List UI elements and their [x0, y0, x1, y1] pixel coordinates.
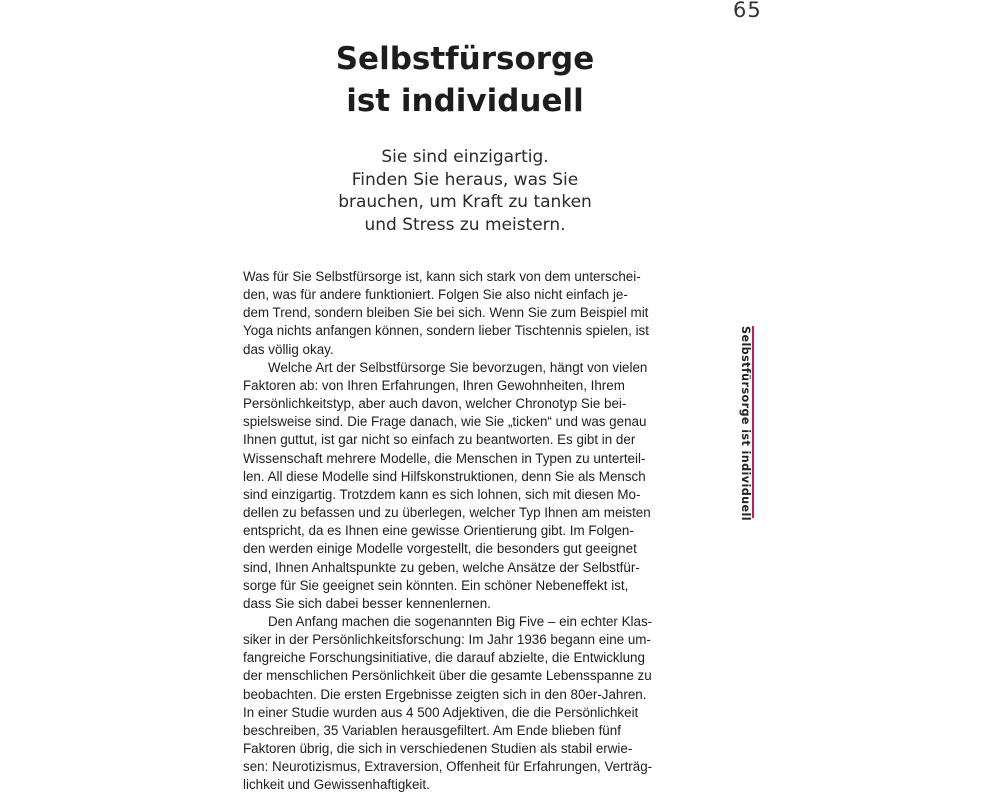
text-line: dem Trend, sondern bleiben Sie bei sich. Wenn Sie zum Beispiel mit [243, 305, 649, 321]
subtitle-line: Sie sind einzigartig. [381, 147, 549, 167]
text-line: beschreiben, 35 Variablen herausgefiltert. Am Ende blieben fünf [243, 722, 621, 738]
subtitle [0, 146, 930, 236]
chapter-title [0, 38, 930, 122]
text-line: fangreiche Forschungsinitiative, die darauf abzielte, die Entwicklung [243, 650, 645, 666]
text-line: das völlig okay. [243, 341, 334, 357]
text-line: Wissenschaft mehrere Modelle, die Menschen in Typen zu unterteil- [243, 450, 646, 466]
text-line: Was für Sie Selbstfürsorge ist, kann sich stark von dem unterschei- [243, 269, 641, 284]
text-line: sen: Neurotizismus, Extraversion, Offenheit für Erfahrungen, Verträg- [243, 759, 653, 775]
paragraph [243, 613, 713, 795]
text-line: der menschlichen Persönlichkeit über die gesamte Lebensspanne zu [243, 668, 652, 684]
text-line: Faktoren übrig, die sich in verschiedenen Studien als stabil erwie- [243, 741, 633, 757]
text-line: len. All diese Modelle sind Hilfskonstruktionen, denn Sie als Mensch [243, 468, 646, 484]
text-line: spielsweise sind. Die Frage danach, wie Sie „ticken“ und was genau [243, 414, 647, 430]
page-number: 65 [733, 0, 762, 22]
text-line: den, was für andere funktioniert. Folgen Sie also nicht einfach je- [243, 287, 628, 303]
text-line: dass Sie sich dabei besser kennenlernen. [243, 595, 491, 611]
title-line: ist individuell [346, 83, 584, 119]
text-line: siker in der Persönlichkeitsforschung: Im Jahr 1936 begann eine um- [243, 632, 651, 648]
text-line: sorge für Sie geeignet sein könnten. Ein schöner Nebeneffekt ist, [243, 577, 629, 593]
text-line: In einer Studie wurden aus 4 500 Adjektiven, die die Persönlichkeit [243, 704, 639, 720]
text-line: Faktoren ab: von Ihren Erfahrungen, Ihren Gewohnheiten, Ihrem [243, 377, 625, 393]
paragraph [243, 268, 713, 359]
text-line: beobachten. Die ersten Ergebnisse zeigten sich in den 80er-Jahren. [243, 686, 647, 702]
paragraph [243, 359, 713, 613]
text-line: sind, Ihnen Anhaltspunkte zu geben, welche Ansätze der Selbstfür- [243, 559, 640, 575]
text-line: sind einzigartig. Trotzdem kann es sich lohnen, sich mit diesen Mo- [243, 486, 641, 502]
chapter-side-tab [735, 326, 755, 521]
chapter-side-label: Selbstfürsorge ist individuell [739, 326, 752, 521]
text-line: lichkeit und Gewissenhaftigkeit. [243, 777, 430, 793]
text-line: entspricht, da es Ihnen eine gewisse Orientierung gibt. Im Folgen- [243, 523, 634, 539]
subtitle-line: und Stress zu meistern. [364, 214, 566, 235]
accent-bar [752, 326, 754, 518]
body-text [243, 268, 713, 795]
text-line: Ihnen guttut, ist gar nicht so einfach zu beantworten. Es gibt in der [243, 432, 636, 448]
subtitle-line: Finden Sie heraus, was Sie [351, 169, 579, 190]
text-line: Den Anfang machen die sogenannten Big Five – ein echter Klas- [268, 613, 653, 629]
text-line: den werden einige Modelle vorgestellt, die besonders gut geeignet [243, 541, 637, 557]
text-line: Yoga nichts anfangen können, sondern lieber Tischtennis spielen, ist [243, 323, 649, 339]
subtitle-line: brauchen, um Kraft zu tanken [338, 192, 592, 212]
text-line: dellen zu befassen und zu überlegen, welcher Typ Ihnen am meisten [243, 505, 651, 521]
title-line: Selbstfürsorge [335, 41, 595, 77]
text-line: Persönlichkeitstyp, aber auch davon, welcher Chronotyp Sie bei- [243, 396, 627, 412]
text-line: Welche Art der Selbstfürsorge Sie bevorzugen, hängt von vielen [268, 359, 648, 375]
